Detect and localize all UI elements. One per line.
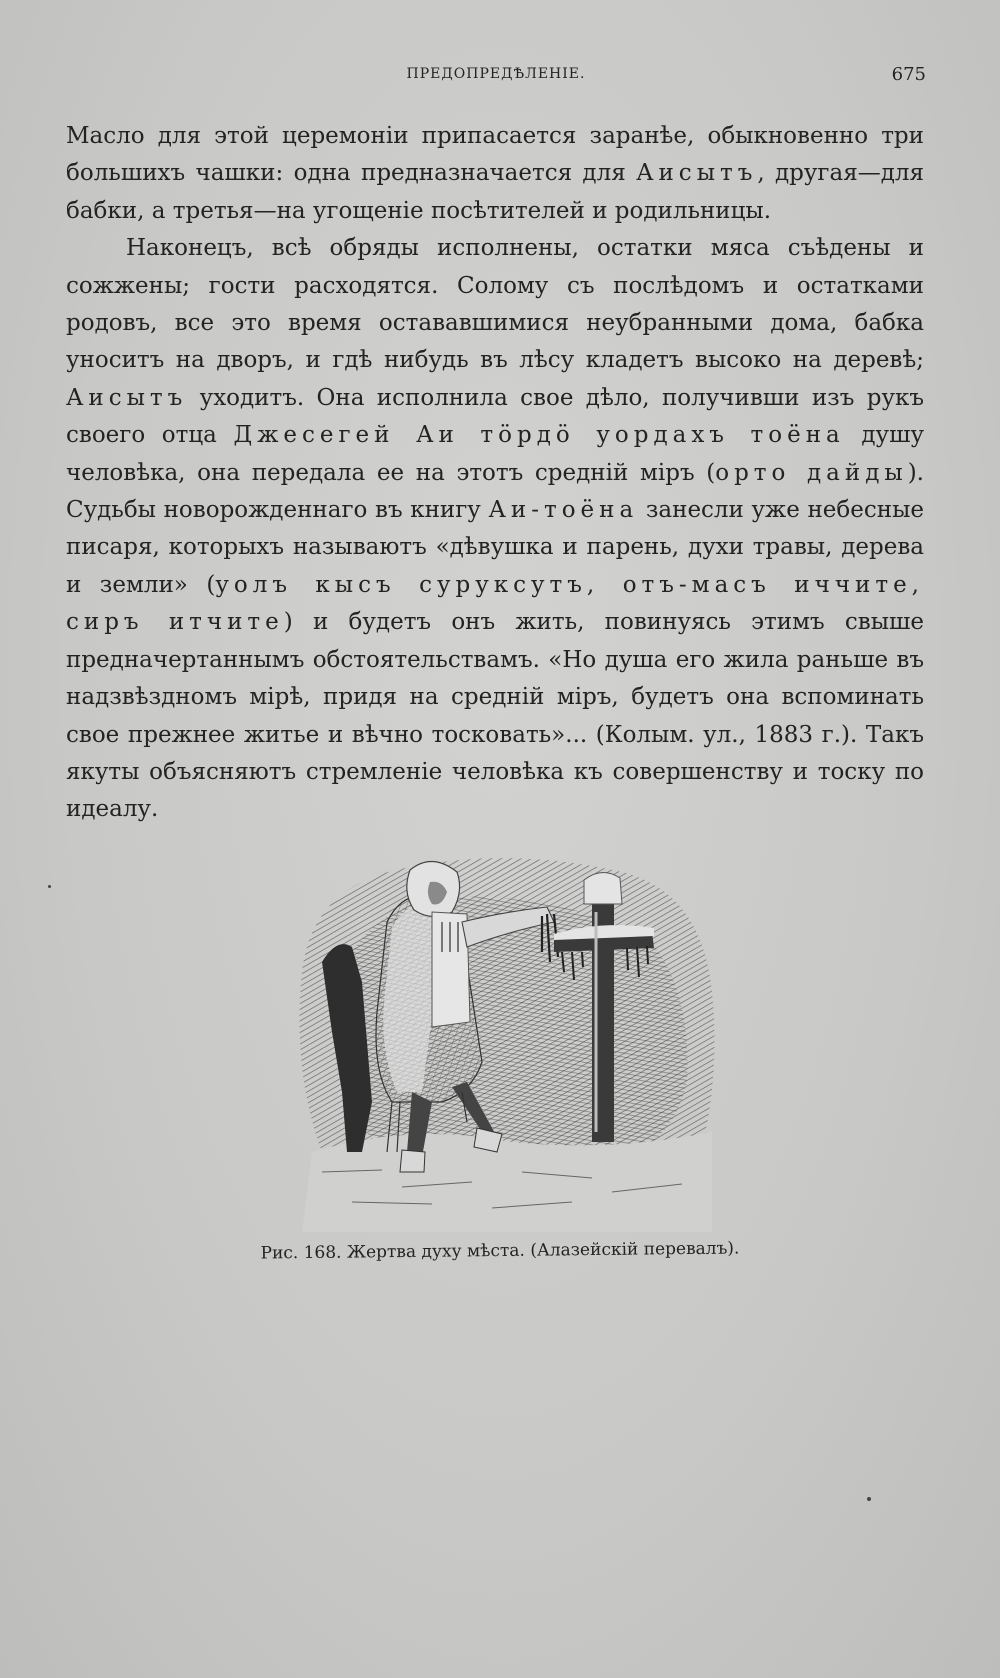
p2-text-f: ) и будетъ онъ жить, повинуясь этимъ свыше предначертаннымъ обстоятельствамъ. «Но душа его жила раньше въ надзвѣздномъ мірѣ, придя на средній міръ, будетъ она вспоминать свое прежнее житье и вѣчно тосковать»... (Колым. ул., 1883 г.). Такъ якуты объясняютъ стремленіе человѣка къ совершенству и тоску по идеалу. [66, 609, 924, 823]
p2-text-a: Наконецъ, всѣ обряды исполнены, остатки мяса съѣдены и сожжены; гости расходятся. Солому съ послѣдомъ и остатками родовъ, все это время остававшимися неубранными дома, бабка уноситъ на дворъ, и гдѣ нибудь въ лѣсу кладетъ высоко на деревѣ; [66, 235, 924, 374]
p2-text-c: душу человѣка, она передала ее на этотъ средній міръ ( [66, 422, 925, 486]
ink-speck [48, 885, 51, 888]
p1-text-end: , другая—для бабки, а третья—на угощеніе посѣтителей и родильницы. [66, 160, 924, 224]
running-head [66, 66, 926, 90]
paragraph-1 [66, 118, 924, 230]
p2-spaced-term-5: уолъ кысъ сурукcутъ, отъ-масъ иччите, сиръ итчите [66, 571, 924, 636]
post-snow-cap [584, 872, 622, 904]
ink-speck [867, 1497, 871, 1501]
p2-spaced-term-2: Джесегей Аи тöрдö уордахъ тоёна [233, 422, 845, 449]
paragraph-2 [66, 230, 924, 829]
p1-text: Масло для этой церемоніи припасается заранѣе, обыкновенно три большихъ чашки: одна предназначается для [66, 123, 924, 187]
body-text [66, 118, 924, 829]
p1-spaced-term: Аисытъ [636, 160, 758, 187]
p2-text-e: занесли уже небесные писаря, которыхъ называютъ «дѣвушка и парень, духи травы, дерева и земли» ( [66, 497, 924, 598]
engraving-svg [292, 852, 722, 1232]
running-title: ПРЕДОПРЕДѢЛЕНІЕ. [406, 66, 586, 82]
p2-text-d: ). Судьбы новорожденнаго въ книгу [66, 459, 924, 524]
p2-text-b: уходитъ. Она исполнила свое дѣло, получивши изъ рукъ своего отца [66, 384, 924, 449]
snowy-ground [302, 1132, 712, 1232]
p2-spaced-term-3: орто дайды [715, 459, 908, 486]
p2-spaced-term-4: Аи-тоёна [488, 497, 639, 524]
figure-caption: Рис. 168. Жертва духу мѣста. (Алазейскій перевалъ). [260, 1238, 740, 1264]
engraving-illustration [292, 852, 722, 1232]
p2-spaced-term-1: Аисытъ [66, 384, 188, 411]
page-number: 675 [891, 64, 926, 85]
